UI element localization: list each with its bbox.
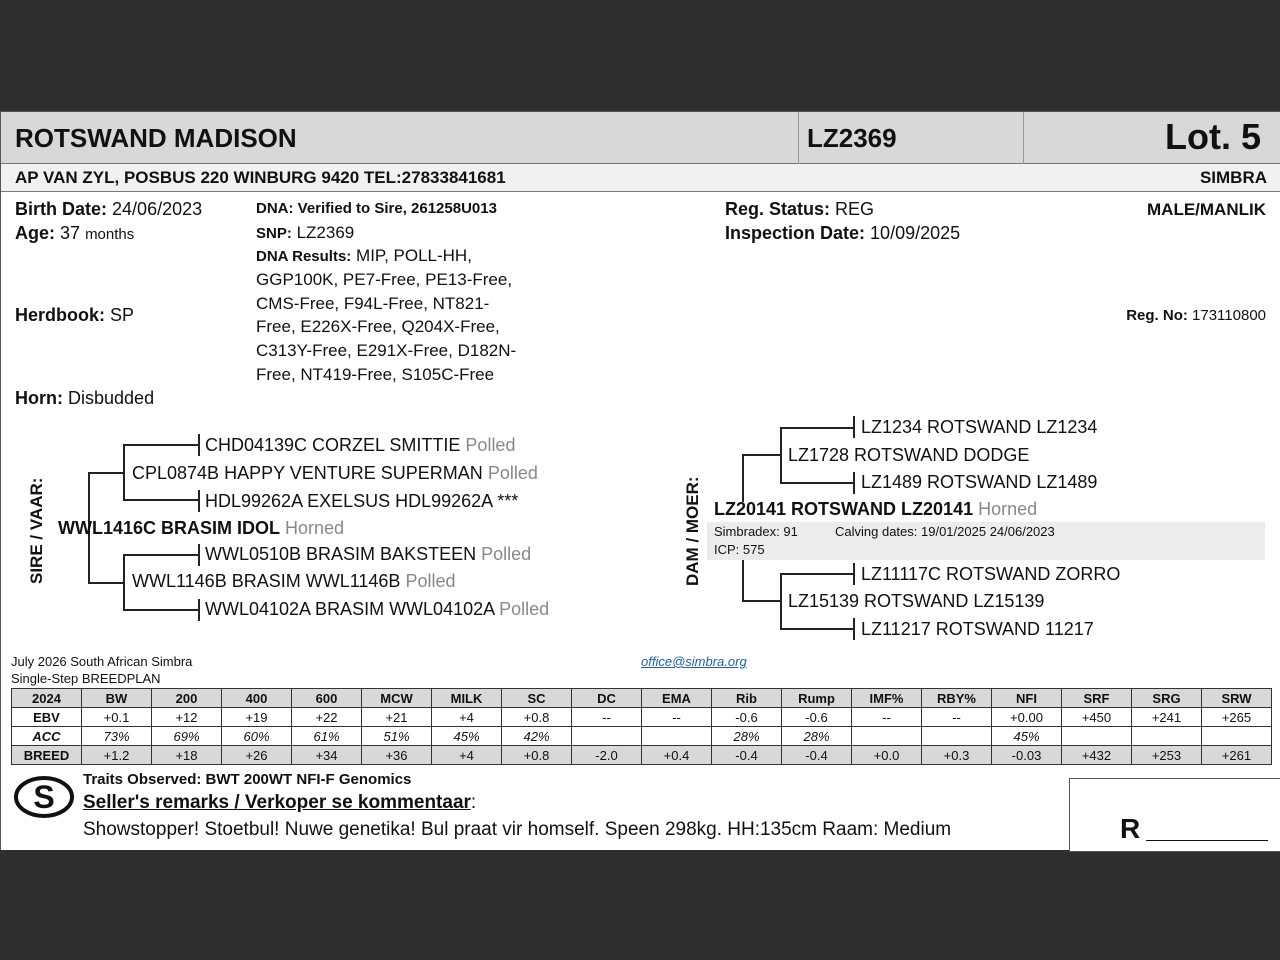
inspection-label: Inspection Date: — [725, 223, 866, 243]
table-cell: +0.1 — [82, 708, 152, 727]
reg-status-value: REG — [835, 199, 875, 219]
inspection-value: 10/09/2025 — [870, 223, 961, 243]
dam-side-label: DAM / MOER: — [683, 476, 702, 586]
ebv-table — [11, 688, 1272, 765]
icp: ICP: 575 — [714, 542, 765, 557]
sire-name: WWL1416C BRASIM IDOL — [58, 518, 281, 538]
table-header-cell: 2024 — [12, 689, 82, 708]
table-cell: -- — [642, 708, 712, 727]
table-cell: +19 — [222, 708, 292, 727]
pedigree-sire-sire-dam: HDL99262A EXELSUS HDL99262A *** — [205, 491, 519, 511]
horn-value: Disbudded — [68, 388, 155, 408]
polled-status: Polled — [405, 571, 456, 591]
table-header-cell: NFI — [992, 689, 1062, 708]
animal-name: ROTSWAND MADISON — [15, 123, 297, 153]
age-row — [15, 223, 134, 244]
table-cell: +241 — [1132, 708, 1202, 727]
table-cell: +0.00 — [992, 708, 1062, 727]
birth-date-row — [15, 199, 202, 220]
pedigree-name: WWL1146B BRASIM WWL1146B — [132, 571, 401, 591]
table-cell: +265 — [1202, 708, 1272, 727]
table-header-cell: 400 — [222, 689, 292, 708]
dam-name: LZ20141 ROTSWAND LZ20141 — [714, 499, 974, 519]
table-cell: EBV — [12, 708, 82, 727]
table-header-cell: IMF% — [852, 689, 922, 708]
dna-results-text: MIP, POLL-HH, — [356, 246, 472, 265]
table-cell: -0.6 — [712, 708, 782, 727]
table-cell: 73% — [82, 727, 152, 746]
table-cell: +253 — [1132, 746, 1202, 765]
pedigree-dam-sire: LZ1728 ROTSWAND DODGE — [788, 445, 1030, 465]
table-cell: +450 — [1062, 708, 1132, 727]
table-cell: 42% — [502, 727, 572, 746]
pedigree-sire-sire — [132, 463, 538, 484]
breed-label: SIMBRA — [1199, 168, 1267, 187]
table-cell: -- — [572, 708, 642, 727]
pedigree-dam-dam: LZ15139 ROTSWAND LZ15139 — [788, 591, 1045, 611]
breedplan-subtitle: Single-Step BREEDPLAN — [11, 671, 161, 686]
lot-number: Lot. 5 — [1165, 116, 1261, 157]
polled-status: Polled — [487, 463, 538, 483]
pedigree-sire-dam-dam — [205, 599, 549, 620]
price-line[interactable] — [1146, 840, 1268, 841]
pedigree-dam-dam-dam: LZ11217 ROTSWAND 11217 — [861, 619, 1094, 639]
table-row-ebv — [12, 708, 1272, 727]
table-cell: +18 — [152, 746, 222, 765]
table-cell: -2.0 — [572, 746, 642, 765]
table-cell: BREED — [12, 746, 82, 765]
table-cell: 51% — [362, 727, 432, 746]
table-header-cell: BW — [82, 689, 152, 708]
email-link[interactable]: office@simbra.org — [641, 654, 747, 669]
table-header-cell: Rib — [712, 689, 782, 708]
table-header-cell: SRW — [1202, 689, 1272, 708]
table-cell: ACC — [12, 727, 82, 746]
pedigree-dam-dam-sire: LZ11117C ROTSWAND ZORRO — [861, 564, 1121, 584]
table-cell: +34 — [292, 746, 362, 765]
table-cell — [1132, 727, 1202, 746]
table-cell: -0.4 — [782, 746, 852, 765]
table-header-cell: SRG — [1132, 689, 1202, 708]
price-box — [1069, 778, 1280, 852]
simbradex: Simbradex: 91 — [714, 524, 798, 539]
pedigree-dam-sire-sire: LZ1234 ROTSWAND LZ1234 — [861, 417, 1098, 437]
age-unit: months — [85, 226, 135, 243]
price-currency: R — [1120, 813, 1141, 844]
pedigree-sire-sire-sire — [205, 435, 515, 456]
polled-status: Polled — [465, 435, 516, 455]
table-cell: +1.2 — [82, 746, 152, 765]
table-header-cell: MILK — [432, 689, 502, 708]
calving-date-2: 24/06/2023 — [989, 524, 1055, 539]
snp-value: LZ2369 — [296, 223, 355, 242]
breedplan-title: July 2026 South African Simbra — [11, 654, 193, 669]
horn-row — [15, 388, 154, 409]
table-cell: 69% — [152, 727, 222, 746]
table-header-row — [12, 689, 1272, 708]
sex-label: MALE/MANLIK — [1147, 200, 1266, 219]
snp-label: SNP: — [256, 225, 292, 242]
table-cell — [642, 727, 712, 746]
reg-status-row — [725, 199, 874, 220]
table-cell: -0.6 — [782, 708, 852, 727]
pedigree-dam-sire-dam: LZ1489 ROTSWAND LZ1489 — [861, 472, 1098, 492]
dna-verification: DNA: Verified to Sire, 261258U013 — [256, 200, 497, 217]
dna-results-line: C313Y-Free, E291X-Free, D182N- — [256, 341, 517, 360]
sire-side-label: SIRE / VAAR: — [27, 477, 46, 584]
table-cell — [572, 727, 642, 746]
reg-no-row — [1126, 307, 1266, 324]
table-cell: +22 — [292, 708, 362, 727]
remarks-heading — [83, 792, 476, 814]
table-row-breed — [12, 746, 1272, 765]
table-cell: +4 — [432, 746, 502, 765]
table-header-cell: EMA — [642, 689, 712, 708]
table-cell: 28% — [712, 727, 782, 746]
table-header-cell: MCW — [362, 689, 432, 708]
table-cell: -0.4 — [712, 746, 782, 765]
pedigree-sire-dam-sire — [205, 544, 531, 565]
birth-date-value: 24/06/2023 — [112, 199, 203, 219]
table-cell: 28% — [782, 727, 852, 746]
table-header-cell: DC — [572, 689, 642, 708]
table-cell: +0.0 — [852, 746, 922, 765]
age-value: 37 — [60, 223, 81, 243]
table-cell: -0.03 — [992, 746, 1062, 765]
herdbook-value: SP — [110, 305, 135, 325]
table-cell: +0.8 — [502, 708, 572, 727]
table-header-cell: RBY% — [922, 689, 992, 708]
table-cell: +0.8 — [502, 746, 572, 765]
inspection-row — [725, 223, 960, 244]
dna-results-line-0 — [256, 246, 472, 266]
owner-bar — [1, 164, 1280, 192]
table-cell: -- — [852, 708, 922, 727]
polled-status: Polled — [499, 599, 550, 619]
birth-date-label: Birth Date: — [15, 199, 108, 219]
seller-remarks: Showstopper! Stoetbul! Nuwe genetika! Bul praat vir homself. Speen 298kg. HH:135cm Raam: Medium — [83, 819, 952, 840]
table-cell — [1202, 727, 1272, 746]
herdbook-label: Herdbook: — [15, 305, 105, 325]
remarks-colon: : — [470, 792, 477, 813]
simbra-logo-icon — [13, 775, 75, 824]
table-cell: 60% — [222, 727, 292, 746]
animal-id: LZ2369 — [807, 123, 897, 153]
table-cell: 45% — [432, 727, 502, 746]
age-label: Age: — [15, 223, 55, 243]
table-cell: -- — [922, 708, 992, 727]
table-header-cell: Rump — [782, 689, 852, 708]
pedigree-name: CPL0874B HAPPY VENTURE SUPERMAN — [132, 463, 483, 483]
snp-row — [256, 223, 354, 243]
reg-no-value: 173110800 — [1192, 307, 1266, 324]
svg-text:S: S — [33, 779, 55, 815]
polled-status: Polled — [481, 544, 532, 564]
table-cell: +4 — [432, 708, 502, 727]
dna-results-line: Free, E226X-Free, Q204X-Free, — [256, 317, 500, 336]
reg-no-label: Reg. No: — [1126, 307, 1188, 324]
pedigree-dam — [714, 499, 1037, 520]
horned-status: Horned — [285, 518, 345, 538]
table-header-cell: SC — [502, 689, 572, 708]
pedigree-name: CHD04139C CORZEL SMITTIE — [205, 435, 461, 455]
remarks-title: Seller's remarks / Verkoper se kommentaar — [83, 792, 471, 813]
calving-date-1: Calving dates: 19/01/2025 — [835, 524, 987, 539]
owner-details: AP VAN ZYL, POSBUS 220 WINBURG 9420 TEL:27833841681 — [15, 168, 506, 187]
dna-results-line: GGP100K, PE7-Free, PE13-Free, — [256, 270, 513, 289]
table-cell: +432 — [1062, 746, 1132, 765]
table-cell: +21 — [362, 708, 432, 727]
lot-header — [1, 112, 1280, 164]
calving-dates — [835, 524, 1055, 539]
traits-observed: Traits Observed: BWT 200WT NFI-F Genomics — [83, 771, 412, 788]
reg-status-label: Reg. Status: — [725, 199, 831, 219]
pedigree-sire — [58, 518, 344, 539]
dna-results-line: Free, NT419-Free, S105C-Free — [256, 365, 495, 384]
table-cell: +26 — [222, 746, 292, 765]
pedigree-sire-dam — [132, 571, 455, 592]
table-row-acc — [12, 727, 1272, 746]
table-cell: +0.3 — [922, 746, 992, 765]
table-cell: +36 — [362, 746, 432, 765]
table-cell — [852, 727, 922, 746]
table-header-cell: 600 — [292, 689, 362, 708]
table-cell — [1062, 727, 1132, 746]
dna-results-line: CMS-Free, F94L-Free, NT821- — [256, 294, 490, 313]
table-cell: +261 — [1202, 746, 1272, 765]
dna-results-label: DNA Results: — [256, 248, 352, 265]
table-cell — [922, 727, 992, 746]
dam-stats-box — [707, 522, 1265, 560]
table-cell: +12 — [152, 708, 222, 727]
table-header-cell: SRF — [1062, 689, 1132, 708]
horned-status: Horned — [978, 499, 1038, 519]
table-cell: 61% — [292, 727, 362, 746]
lot-card — [0, 111, 1280, 850]
herdbook-row — [15, 305, 134, 326]
pedigree-name: WWL04102A BRASIM WWL04102A — [205, 599, 495, 619]
table-cell: 45% — [992, 727, 1062, 746]
pedigree-name: WWL0510B BRASIM BAKSTEEN — [205, 544, 477, 564]
horn-label: Horn: — [15, 388, 63, 408]
table-cell: +0.4 — [642, 746, 712, 765]
table-header-cell: 200 — [152, 689, 222, 708]
